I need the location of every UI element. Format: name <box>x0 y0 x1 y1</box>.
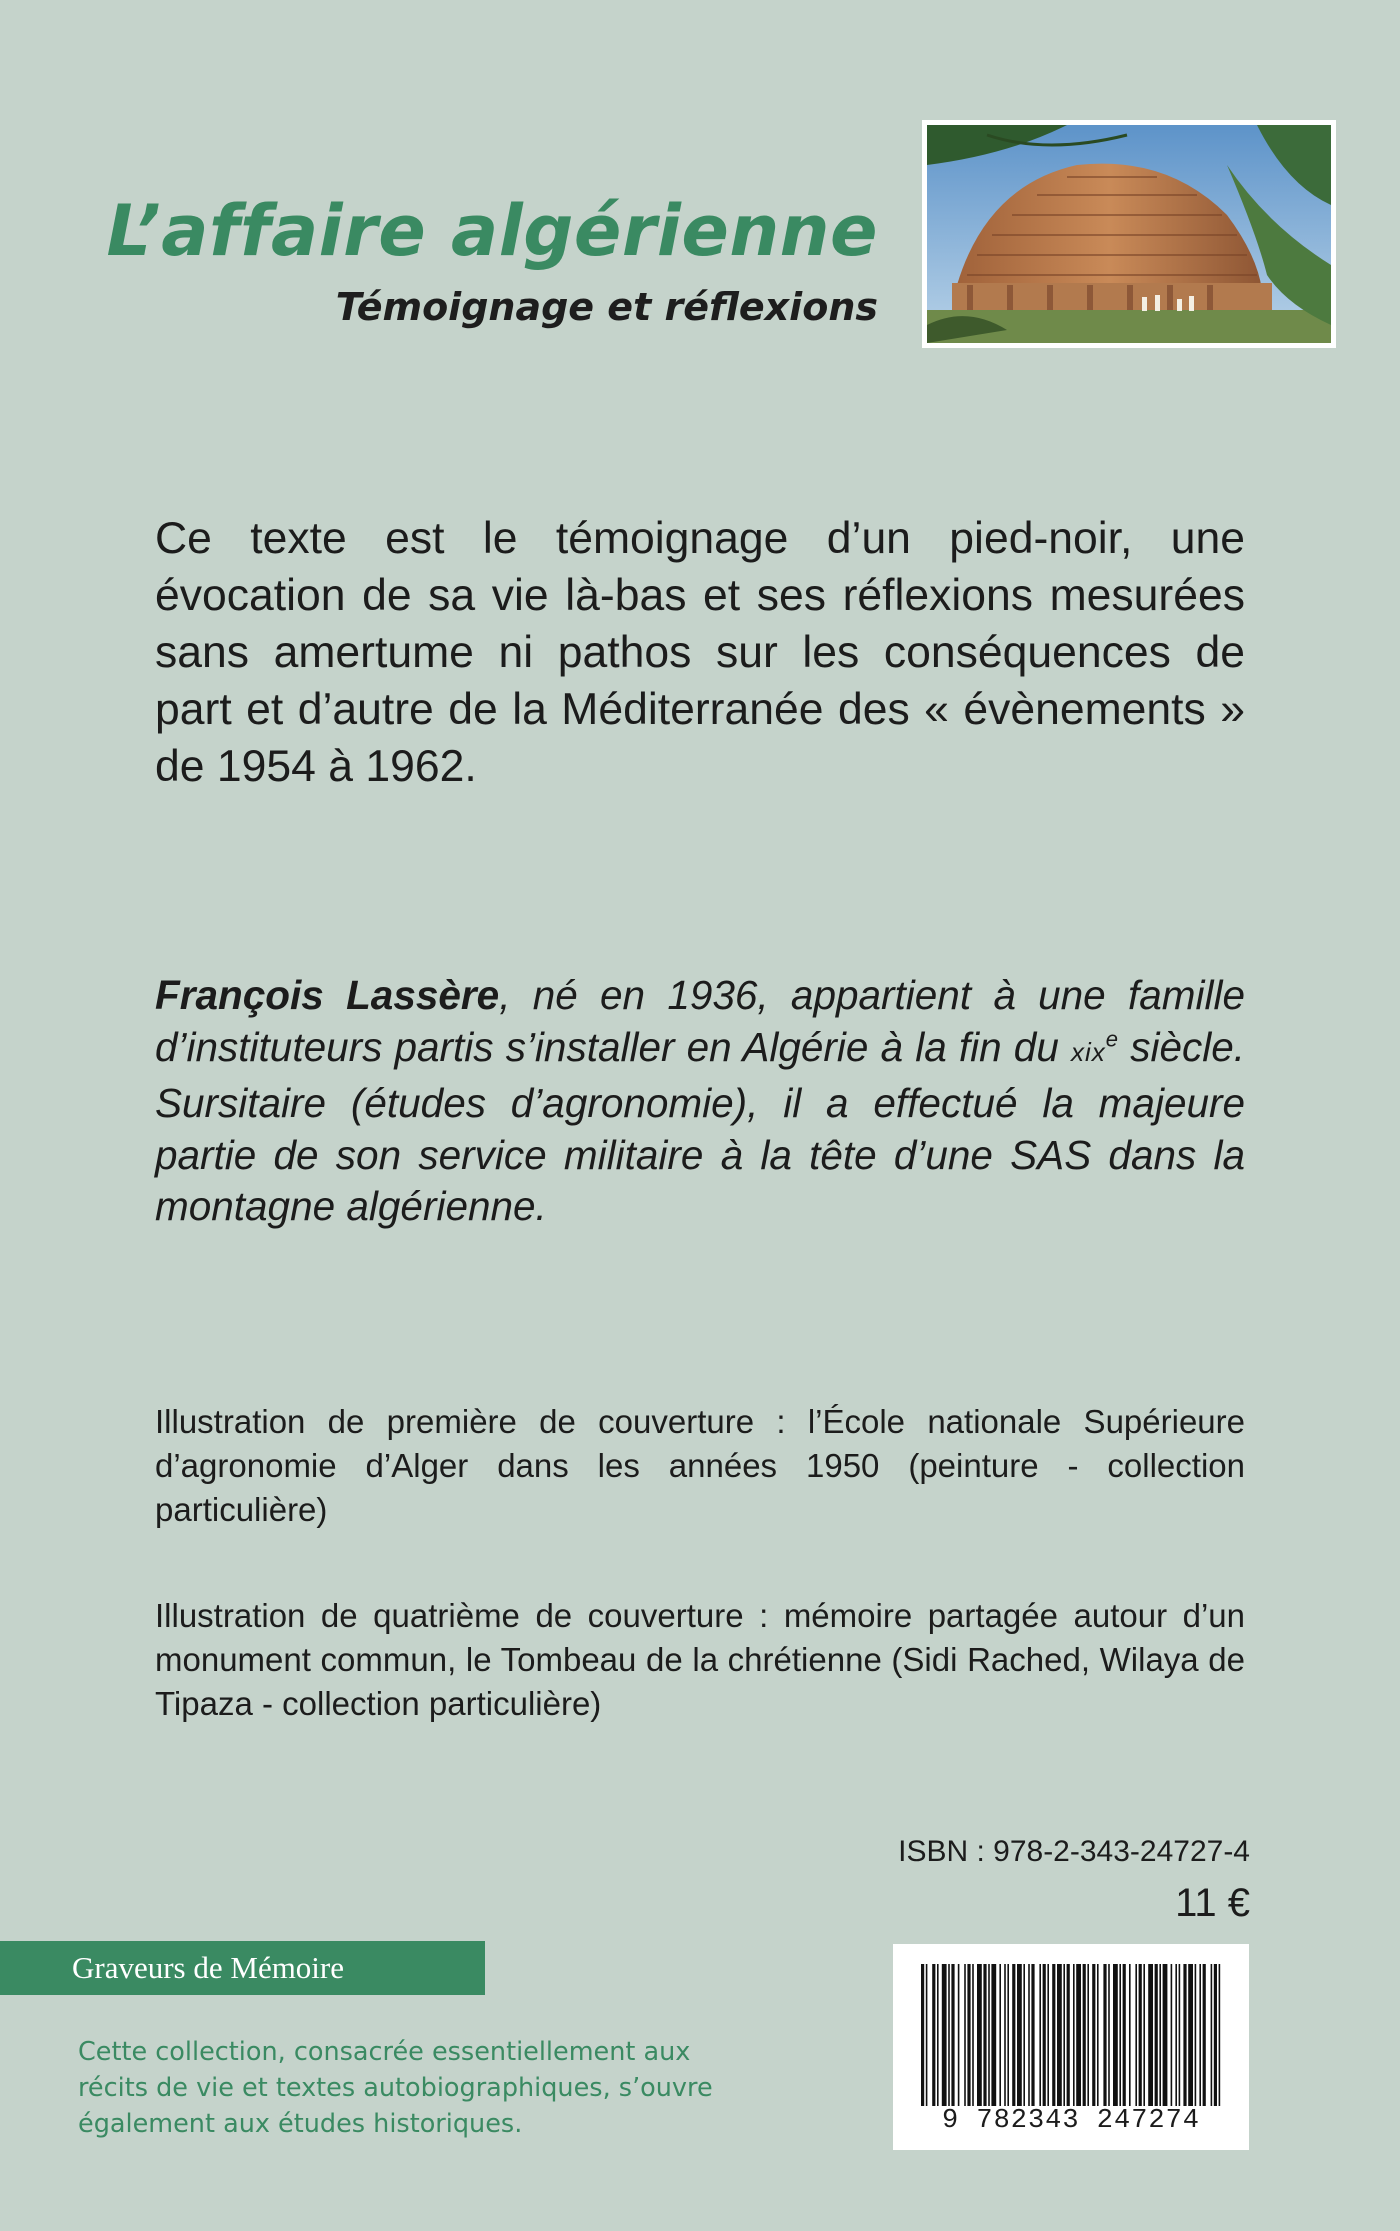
barcode-bar <box>1108 1964 1110 2106</box>
barcode-bar <box>1179 1964 1181 2106</box>
barcode-bar <box>1119 1964 1121 2106</box>
barcode-bar <box>1214 1964 1217 2106</box>
barcode-bar <box>977 1964 982 2106</box>
author-name: François Lassère <box>155 972 500 1018</box>
book-subtitle: Témoignage et réflexions <box>335 285 878 329</box>
barcode-bar <box>1031 1964 1034 2106</box>
barcode-bar <box>1047 1964 1049 2106</box>
barcode-bar <box>1159 1964 1161 2106</box>
barcode-bar <box>1012 1964 1015 2106</box>
barcode-bar <box>1148 1964 1153 2106</box>
barcode-digits: 9 782343 247274 <box>941 2106 1201 2136</box>
author-bio <box>155 970 1245 1233</box>
barcode-bar <box>972 1964 974 2106</box>
back-cover-credit: Illustration de quatrième de couverture : mémoire partagée autour d’un monument commun, le Tombeau de la chrétienne (Sidi Rached, Wilaya de Tipaza - collection particulière) <box>155 1597 1245 1722</box>
barcode-bar <box>1139 1964 1142 2106</box>
barcode-bar <box>926 1964 928 2106</box>
barcode-bar <box>958 1964 960 2106</box>
barcode-bar <box>1199 1964 1201 2106</box>
barcode-bar <box>1188 1964 1193 2106</box>
barcode-bar <box>1052 1964 1055 2106</box>
barcode-bar <box>1211 1964 1213 2106</box>
barcode-bar <box>1171 1964 1173 2106</box>
summary-paragraph: Ce texte est le témoignage d’un pied-noir, une évocation de sa vie là-bas et ses réflexions mesurées sans amertume ni pathos sur les conséquences de part et d’autre de la Méditerranée des « évènements » de 1954 à 1962. <box>155 514 1245 791</box>
series-description: Cette collection, consacrée essentiellement aux récits de vie et textes autobiographiques, s’ouvre également aux études historiques. <box>78 2037 713 2139</box>
barcode-bar <box>988 1964 990 2106</box>
barcode-bar <box>937 1964 939 2106</box>
barcode-bar <box>1143 1964 1145 2106</box>
barcode-bar <box>1155 1964 1158 2106</box>
barcode-bar <box>983 1964 986 2106</box>
barcode-bar <box>1057 1964 1062 2106</box>
barcode-bar <box>1083 1964 1086 2106</box>
barcode-bar <box>1219 1964 1221 2106</box>
barcode-bar <box>1087 1964 1089 2106</box>
barcode-bar <box>942 1964 947 2106</box>
bio-text-2: siècle. Sursitaire (études d’agronomie), il a effectué la majeure partie de son service militaire à la tête d’une SAS dans la montagne algérienne. <box>155 1023 1245 1229</box>
bio-text-1: , né en 1936, appartient à une famille d’instituteurs partis s’installer en Algérie à la fin du <box>155 972 1245 1070</box>
barcode-bar <box>1023 1964 1025 2106</box>
barcode-bar <box>1017 1964 1022 2106</box>
barcode-bar <box>1113 1964 1118 2106</box>
series-banner: Graveurs de Mémoire <box>0 1941 485 1995</box>
barcode-bar <box>1097 1964 1099 2106</box>
bio-century: xix <box>1071 1036 1106 1067</box>
barcode-bar <box>1028 1964 1030 2106</box>
barcode-bar <box>1183 1964 1186 2106</box>
barcode-bar <box>1135 1964 1137 2106</box>
isbn-text: ISBN : 978-2-343-24727-4 <box>898 1835 1250 1868</box>
barcode-bar <box>991 1964 996 2106</box>
barcode-bar <box>1103 1964 1106 2106</box>
barcode-bar <box>1129 1964 1131 2106</box>
barcode-bar <box>999 1964 1001 2106</box>
barcode-bar <box>1004 1964 1006 2106</box>
barcode-bar <box>1203 1964 1206 2106</box>
barcode-bar <box>1092 1964 1095 2106</box>
book-title: L’affaire algérienne <box>106 190 878 272</box>
bio-century-sup: e <box>1105 1026 1119 1051</box>
front-cover-credit: Illustration de première de couverture : l’École nationale Supérieure d’agronomie d’Alger dans les années 1950 (peinture - collection particulière) <box>155 1403 1245 1528</box>
title-block <box>106 190 879 329</box>
barcode-bar <box>1195 1964 1197 2106</box>
barcode-bar <box>1163 1964 1168 2106</box>
barcode-bar <box>932 1964 935 2106</box>
barcode-bar <box>964 1964 966 2106</box>
barcode-bar <box>1039 1964 1041 2106</box>
barcode-bar <box>1067 1964 1070 2106</box>
barcode <box>893 1944 1249 2150</box>
barcode-bar <box>1175 1964 1177 2106</box>
barcode-bar <box>1076 1964 1081 2106</box>
barcode-bar <box>1007 1964 1009 2106</box>
barcode-bar <box>951 1964 954 2106</box>
price-text: 11 € <box>1175 1881 1250 1925</box>
barcode-bar <box>1063 1964 1065 2106</box>
monument-photo <box>922 120 1336 348</box>
barcode-bar <box>967 1964 970 2106</box>
barcode-bar <box>1073 1964 1075 2106</box>
barcode-bar <box>948 1964 950 2106</box>
barcode-bar <box>1123 1964 1126 2106</box>
barcode-bar <box>1043 1964 1046 2106</box>
barcode-bar <box>921 1964 924 2106</box>
